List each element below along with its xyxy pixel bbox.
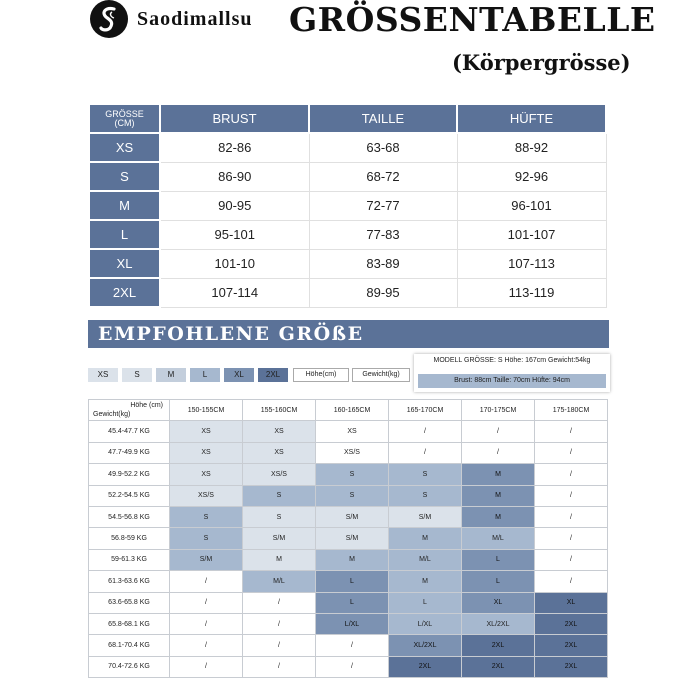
recommend-cell: M	[243, 549, 316, 570]
legend-weight: Gewicht(kg)	[352, 368, 410, 382]
weight-label: 68.1-70.4 KG	[89, 635, 170, 656]
recommend-cell: M	[462, 506, 535, 527]
recommend-cell: M	[462, 464, 535, 485]
recommend-cell: XL/2XL	[389, 635, 462, 656]
recommend-cell: 2XL	[389, 656, 462, 677]
recommend-cell: S/M	[243, 528, 316, 549]
size-cell: 113-119	[457, 278, 606, 307]
weight-label: 61.3-63.6 KG	[89, 571, 170, 592]
recommend-cell: S	[389, 464, 462, 485]
weight-label: 54.5-56.8 KG	[89, 506, 170, 527]
recommend-cell: S	[316, 464, 389, 485]
recommend-cell: XS/S	[243, 464, 316, 485]
recommend-cell: /	[316, 635, 389, 656]
weight-label: 70.4-72.6 KG	[89, 656, 170, 677]
size-cell: 95-101	[160, 220, 309, 249]
recommend-corner	[89, 400, 170, 421]
recommend-row	[89, 442, 608, 463]
recommend-cell: /	[535, 528, 608, 549]
recommend-row	[89, 592, 608, 613]
model-info-box	[414, 354, 610, 392]
recommend-cell: 2XL	[462, 635, 535, 656]
size-cell: 82-86	[160, 133, 309, 162]
height-header: 170-175CM	[462, 400, 535, 421]
size-label: XS	[89, 133, 160, 162]
size-row-l	[89, 220, 606, 249]
recommend-row	[89, 528, 608, 549]
recommend-cell: XS	[170, 442, 243, 463]
recommend-cell: M/L	[389, 549, 462, 570]
recommend-cell: /	[462, 421, 535, 442]
recommend-cell: /	[389, 442, 462, 463]
recommend-row	[89, 464, 608, 485]
recommend-row	[89, 485, 608, 506]
recommend-row	[89, 656, 608, 677]
recommend-cell: 2XL	[462, 656, 535, 677]
recommend-cell: /	[462, 442, 535, 463]
recommend-cell: /	[535, 464, 608, 485]
size-cell: 101-10	[160, 249, 309, 278]
weight-label: 45.4-47.7 KG	[89, 421, 170, 442]
recommend-cell: XS/S	[170, 485, 243, 506]
recommend-cell: S	[170, 506, 243, 527]
recommend-row	[89, 549, 608, 570]
size-corner-label: GRÖSSE	[105, 108, 144, 119]
legend-2xl: 2XL	[258, 368, 288, 382]
weight-label: 56.8-59 KG	[89, 528, 170, 549]
recommend-cell: XS	[170, 464, 243, 485]
page-title: GRÖSSENTABELLE	[289, 0, 656, 39]
brand-logo-icon	[90, 0, 128, 38]
recommend-cell: /	[535, 442, 608, 463]
legend-height: Höhe(cm)	[293, 368, 349, 382]
legend-xl: XL	[224, 368, 254, 382]
recommend-cell: L/XL	[316, 613, 389, 634]
size-cell: 107-113	[457, 249, 606, 278]
recommend-banner	[88, 320, 609, 348]
recommend-cell: S/M	[316, 506, 389, 527]
recommend-cell: S	[170, 528, 243, 549]
legend-s: S	[122, 368, 152, 382]
recommend-cell: L	[316, 592, 389, 613]
brand-name: Saodimallsu	[137, 8, 253, 30]
size-cell: 107-114	[160, 278, 309, 307]
recommend-row	[89, 421, 608, 442]
col-header-brust: BRUST	[160, 104, 309, 133]
size-cell: 90-95	[160, 191, 309, 220]
model-measures: Brust: 88cm Taille: 70cm Hüfte: 94cm	[418, 374, 606, 388]
size-cell: 86-90	[160, 162, 309, 191]
recommend-cell: S	[316, 485, 389, 506]
legend-xs: XS	[88, 368, 118, 382]
size-cell: 72-77	[309, 191, 457, 220]
recommend-cell: /	[535, 421, 608, 442]
recommend-cell: /	[170, 571, 243, 592]
recommend-body	[89, 421, 608, 678]
size-cell: 101-107	[457, 220, 606, 249]
weight-label: 63.6-65.8 KG	[89, 592, 170, 613]
weight-label: 47.7-49.9 KG	[89, 442, 170, 463]
weight-label: 49.9-52.2 KG	[89, 464, 170, 485]
size-cell: 63-68	[309, 133, 457, 162]
legend-m: M	[156, 368, 186, 382]
recommend-cell: XS	[243, 421, 316, 442]
recommend-cell: 2XL	[535, 656, 608, 677]
recommend-cell: M	[389, 528, 462, 549]
recommend-cell: S/M	[170, 549, 243, 570]
recommend-cell: M	[389, 571, 462, 592]
recommend-cell: L	[462, 571, 535, 592]
weight-label: 52.2-54.5 KG	[89, 485, 170, 506]
recommend-cell: /	[243, 613, 316, 634]
recommend-cell: S/M	[316, 528, 389, 549]
size-cell: 92-96	[457, 162, 606, 191]
recommend-cell: XL	[535, 592, 608, 613]
recommend-cell: M	[316, 549, 389, 570]
size-cell: 88-92	[457, 133, 606, 162]
recommend-table	[88, 399, 608, 678]
header	[0, 0, 700, 90]
col-header-taille: TAILLE	[309, 104, 457, 133]
recommend-cell: 2XL	[535, 613, 608, 634]
size-label: 2XL	[89, 278, 160, 307]
recommend-row	[89, 571, 608, 592]
size-row-2xl	[89, 278, 606, 307]
recommend-cell: L	[389, 592, 462, 613]
recommend-cell: XS	[316, 421, 389, 442]
height-header: 165-170CM	[389, 400, 462, 421]
recommend-cell: S	[389, 485, 462, 506]
page-subtitle: (Körpergrösse)	[452, 50, 631, 75]
recommend-cell: S	[243, 485, 316, 506]
size-corner-header	[89, 104, 160, 133]
recommend-banner-title: EMPFOHLENE GRÖßE	[98, 323, 364, 345]
weight-label: 65.8-68.1 KG	[89, 613, 170, 634]
recommend-cell: M	[462, 485, 535, 506]
recommend-cell: /	[535, 571, 608, 592]
recommend-cell: XS	[243, 442, 316, 463]
recommend-cell: XS	[170, 421, 243, 442]
recommend-cell: L/XL	[389, 613, 462, 634]
corner-weight-label: Gewicht(kg)	[93, 411, 131, 418]
size-label: L	[89, 220, 160, 249]
recommend-cell: XL/2XL	[462, 613, 535, 634]
recommend-cell: /	[389, 421, 462, 442]
recommend-cell: /	[170, 656, 243, 677]
recommend-cell: M/L	[243, 571, 316, 592]
recommend-row	[89, 635, 608, 656]
size-row-m	[89, 191, 606, 220]
col-header-huefte: HÜFTE	[457, 104, 606, 133]
size-cell: 89-95	[309, 278, 457, 307]
recommend-cell: /	[316, 656, 389, 677]
recommend-cell: /	[170, 635, 243, 656]
size-row-s	[89, 162, 606, 191]
size-label: XL	[89, 249, 160, 278]
size-cell: 83-89	[309, 249, 457, 278]
height-header: 150-155CM	[170, 400, 243, 421]
height-header: 160-165CM	[316, 400, 389, 421]
recommend-cell: S/M	[389, 506, 462, 527]
height-header: 175-180CM	[535, 400, 608, 421]
recommend-cell: XL	[462, 592, 535, 613]
recommend-cell: /	[535, 549, 608, 570]
weight-label: 59-61.3 KG	[89, 549, 170, 570]
recommend-row	[89, 506, 608, 527]
size-table	[88, 103, 607, 308]
model-info: MODELL GRÖSSE: S Höhe: 167cm Gewicht:54kg	[433, 357, 591, 364]
size-label: S	[89, 162, 160, 191]
size-cell: 96-101	[457, 191, 606, 220]
recommend-cell: L	[316, 571, 389, 592]
recommend-cell: 2XL	[535, 635, 608, 656]
recommend-row	[89, 613, 608, 634]
recommend-cell: M/L	[462, 528, 535, 549]
recommend-cell: /	[243, 592, 316, 613]
recommend-cell: /	[535, 506, 608, 527]
recommend-cell: /	[170, 613, 243, 634]
height-header: 155-160CM	[243, 400, 316, 421]
size-cell: 77-83	[309, 220, 457, 249]
recommend-cell: S	[243, 506, 316, 527]
size-table-header-row	[89, 104, 606, 133]
recommend-header-row	[89, 400, 608, 421]
recommend-cell: /	[535, 485, 608, 506]
recommend-cell: /	[170, 592, 243, 613]
size-row-xs	[89, 133, 606, 162]
recommend-cell: /	[243, 635, 316, 656]
size-corner-unit: (CM)	[114, 117, 135, 128]
recommend-cell: /	[243, 656, 316, 677]
size-row-xl	[89, 249, 606, 278]
size-label: M	[89, 191, 160, 220]
recommend-cell: XS/S	[316, 442, 389, 463]
corner-height-label: Höhe (cm)	[130, 402, 163, 409]
legend-l: L	[190, 368, 220, 382]
recommend-cell: L	[462, 549, 535, 570]
size-cell: 68-72	[309, 162, 457, 191]
